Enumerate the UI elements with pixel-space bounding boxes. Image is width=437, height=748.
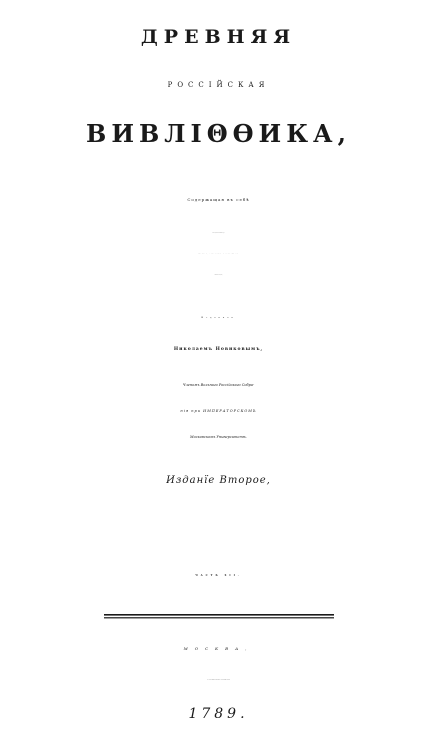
subject-line-2: [0, 254, 437, 255]
part-number: ЧАСТЬ XII.: [195, 574, 242, 577]
edition: Изданїе Второе,: [166, 475, 271, 486]
ornamental-rule: [104, 614, 334, 619]
city: МОСКВА,: [183, 646, 254, 651]
title-line-1: ДРЕВНЯЯ: [140, 26, 297, 48]
subject-line-1: [0, 233, 437, 234]
membership-line-2: нія при ИМПЕРАТОРСКОМЪ: [180, 409, 257, 413]
membership-line-3: Московскомъ Университетѣ.: [190, 435, 247, 439]
title-line-3: ВИВЛІΘѲИКА,: [86, 119, 351, 148]
title-line-2: РОССІЙСКАЯ: [167, 81, 270, 89]
printer: Въ Типографїи Компанїи Типографической: [207, 680, 230, 681]
published-by: Изданная: [201, 317, 236, 319]
year: 1789.: [188, 706, 249, 722]
editor-name: Николаемъ Новиковымъ,: [173, 347, 264, 352]
subject-line-3: [0, 275, 437, 276]
membership-line-1: Членомъ Вольнаго Россійскаго Собра-: [182, 383, 255, 387]
contents-intro: Содержащая въ себѣ: [187, 197, 250, 202]
